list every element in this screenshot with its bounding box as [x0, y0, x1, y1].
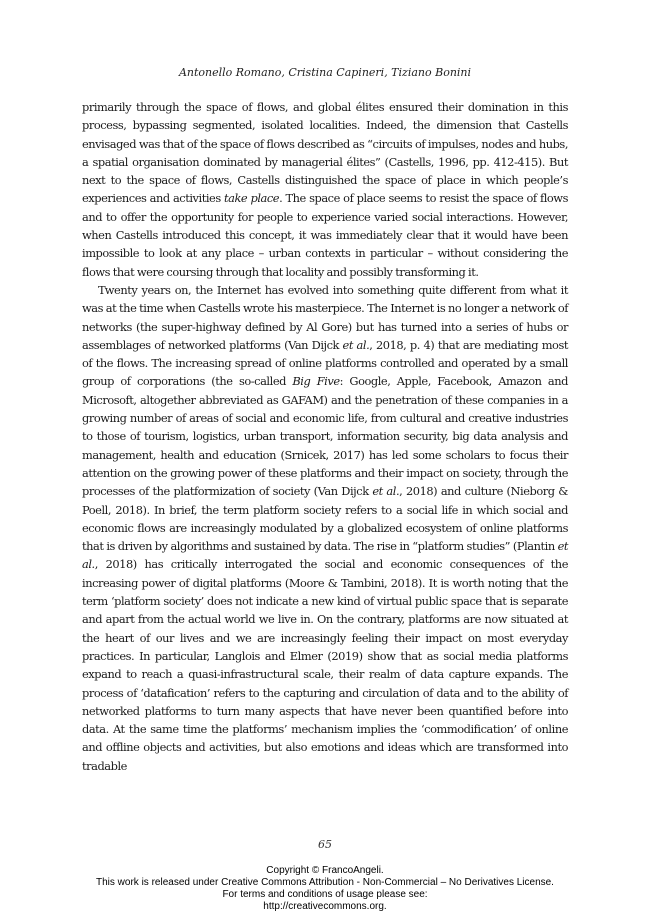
- body-text: [82, 98, 568, 775]
- footer-url: http://creativecommons.org.: [263, 901, 387, 912]
- footer-terms: For terms and conditions of usage please see:: [222, 889, 428, 900]
- copyright-footer: [0, 865, 650, 913]
- footer-copyright: Copyright © FrancoAngeli.: [266, 865, 384, 876]
- footer-license: This work is released under Creative Commons Attribution - Non-Commercial – No Derivatives License.: [96, 877, 554, 888]
- page-number: 65: [318, 838, 332, 851]
- running-head: Antonello Romano, Cristina Capineri, Tiziano Bonini: [178, 66, 472, 79]
- paragraph-2: Twenty years on, the Internet has evolved into something quite different from what it was at the time when Castells wrote his masterpiece. The Internet is no longer a network of networks (the super-highway defined by Al Gore) but has turned into a series of hubs or assemblages of networked platforms (Van Dijck et al., 2018, p. 4) that are mediating most of the flows. The increasing spread of online platforms controlled and operated by a small group of corporations (the so-called Big Five: Google, Apple, Facebook, Amazon and Microsoft, altogether abbreviated as GAFAM) and the penetration of these companies in a growing number of areas of social and economic life, from cultural and creative industries to those of tourism, logistics, urban transport, information security, big data analysis and management, health and education (Srnicek, 2017) has led some scholars to focus their attention on the growing power of these platforms and their impact on society, through the processes of the platformization of society (Van Dijck et al., 2018) and culture (Nieborg & Poell, 2018). In brief, the term platform society refers to a social life in which social and economic flows are increasingly modulated by a globalized ecosystem of online platforms that is driven by algorithms and sustained by data. The rise in “platform studies” (Plantin et al., 2018) has critically interrogated the social and economic consequences of the increasing power of digital platforms (Moore & Tambini, 2018). It is worth noting that the term ‘platform society’ does not indicate a new kind of virtual public space that is separate and apart from the actual world we live in. On the contrary, platforms are now situated at the heart of our lives and we are increasingly feeling their impact on most everyday practices. In particular, Langlois and Elmer (2019) show that as social media platforms expand to reach a quasi-infrastructural scale, their realm of data capture expands. The process of ‘datafication’ refers to the capturing and circulation of data and to the ability of networked platforms to turn many aspects that have never been quantified before into data. At the same time the platforms’ mechanism implies the ‘commodification’ of online and offline objects and activities, but also emotions and ideas which are transformed into tradable: [82, 282, 568, 773]
- paragraph-1: primarily through the space of flows, and global élites ensured their domination in this process, bypassing segmented, isolated localities. Indeed, the dimension that Castells envisaged was that of the space of flows described as “circuits of impulses, nodes and hubs, a spatial organisation dominated by managerial élites” (Castells, 1996, pp. 412-415). But next to the space of flows, Castells distinguished the space of place in which people’s experiences and activities take place. The space of place seems to resist the space of flows and to offer the opportunity for people to experience varied social interactions. However, when Castells introduced this concept, it was immediately clear that it would have been impossible to look at any place – urban contexts in particular – without considering the flows that were coursing through that locality and possibly transforming it.: [82, 100, 569, 279]
